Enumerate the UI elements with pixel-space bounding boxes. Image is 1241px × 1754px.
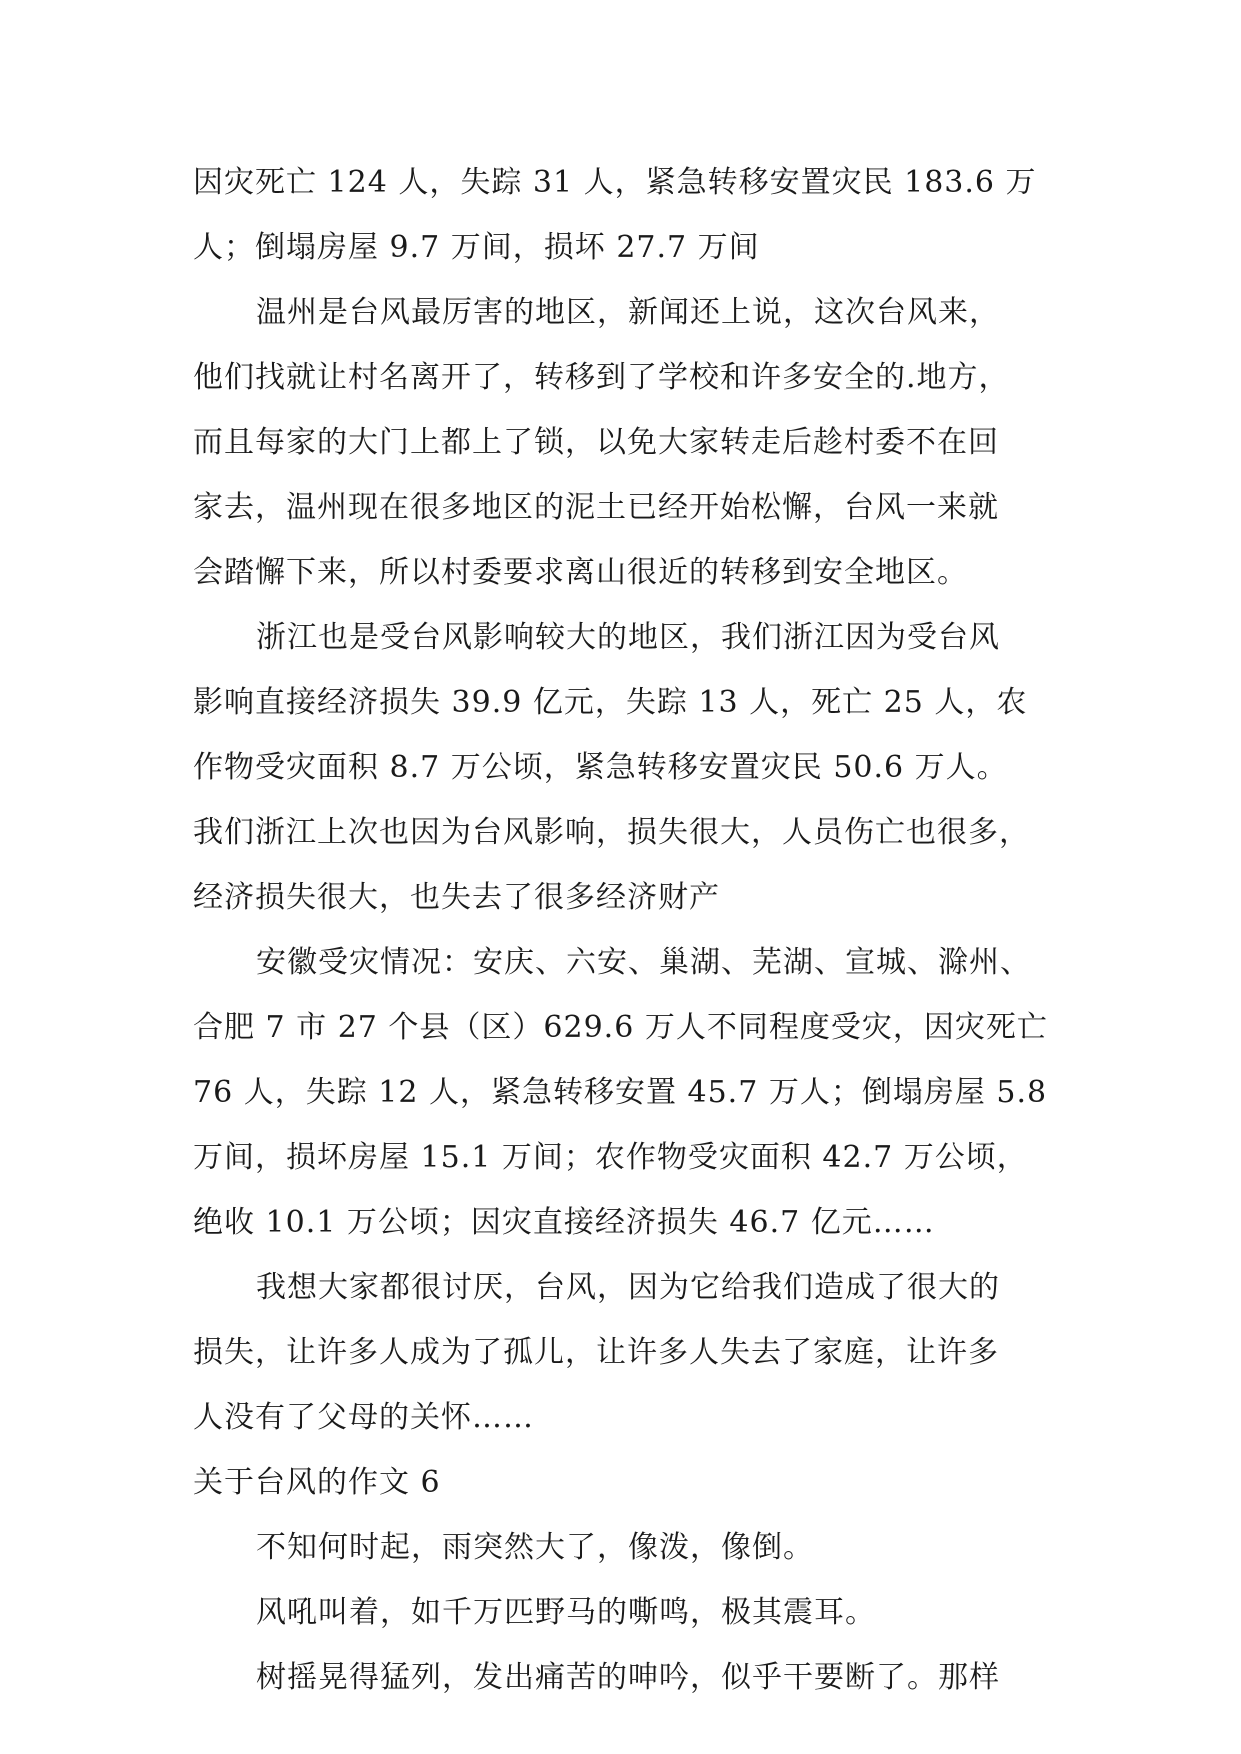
text-line: 作物受灾面积 8.7 万公顷，紧急转移安置灾民 50.6 万人。 xyxy=(193,750,1008,785)
text-line: 76 人，失踪 12 人，紧急转移安置 45.7 万人；倒塌房屋 5.8 xyxy=(193,1075,1048,1110)
text-line: 经济损失很大，也失去了很多经济财产 xyxy=(193,880,720,915)
text-line: 会踏懈下来，所以村委要求离山很近的转移到安全地区。 xyxy=(193,555,968,590)
paragraph-start-line: 浙江也是受台风影响较大的地区，我们浙江因为受台风 xyxy=(256,620,1000,655)
document-body xyxy=(193,165,1053,1725)
text-line: 因灾死亡 124 人，失踪 31 人，紧急转移安置灾民 183.6 万 xyxy=(193,165,1037,200)
paragraph-start-line: 风吼叫着，如千万匹野马的嘶鸣，极其震耳。 xyxy=(256,1595,876,1630)
paragraph-start-line: 不知何时起，雨突然大了，像泼，像倒。 xyxy=(256,1530,814,1565)
text-line: 而且每家的大门上都上了锁，以免大家转走后趁村委不在回 xyxy=(193,425,999,460)
text-line: 万间，损坏房屋 15.1 万间；农作物受灾面积 42.7 万公顷， xyxy=(193,1140,1028,1175)
text-line: 人没有了父母的关怀…… xyxy=(193,1400,534,1435)
text-line: 我们浙江上次也因为台风影响，损失很大，人员伤亡也很多， xyxy=(193,815,1030,850)
paragraph-start-line: 温州是台风最厉害的地区，新闻还上说，这次台风来， xyxy=(256,295,1000,330)
paragraph-start-line: 我想大家都很讨厌，台风，因为它给我们造成了很大的 xyxy=(256,1270,1000,1305)
text-line: 影响直接经济损失 39.9 亿元，失踪 13 人，死亡 25 人，农 xyxy=(193,685,1028,720)
text-line: 人；倒塌房屋 9.7 万间，损坏 27.7 万间 xyxy=(193,230,760,265)
text-line: 他们找就让村名离开了，转移到了学校和许多安全的.地方， xyxy=(193,360,1010,395)
paragraph-start-line: 安徽受灾情况：安庆、六安、巢湖、芜湖、宣城、滁州、 xyxy=(256,945,1031,980)
text-line: 家去，温州现在很多地区的泥土已经开始松懈，台风一来就 xyxy=(193,490,999,525)
text-line: 损失，让许多人成为了孤儿，让许多人失去了家庭，让许多 xyxy=(193,1335,999,1370)
section-heading: 关于台风的作文 6 xyxy=(193,1465,441,1500)
paragraph-start-line: 树摇晃得猛列，发出痛苦的呻吟，似乎干要断了。那样 xyxy=(256,1660,1000,1695)
text-line: 合肥 7 市 27 个县（区）629.6 万人不同程度受灾，因灾死亡 xyxy=(193,1010,1048,1045)
text-line: 绝收 10.1 万公顷；因灾直接经济损失 46.7 亿元…… xyxy=(193,1205,935,1240)
